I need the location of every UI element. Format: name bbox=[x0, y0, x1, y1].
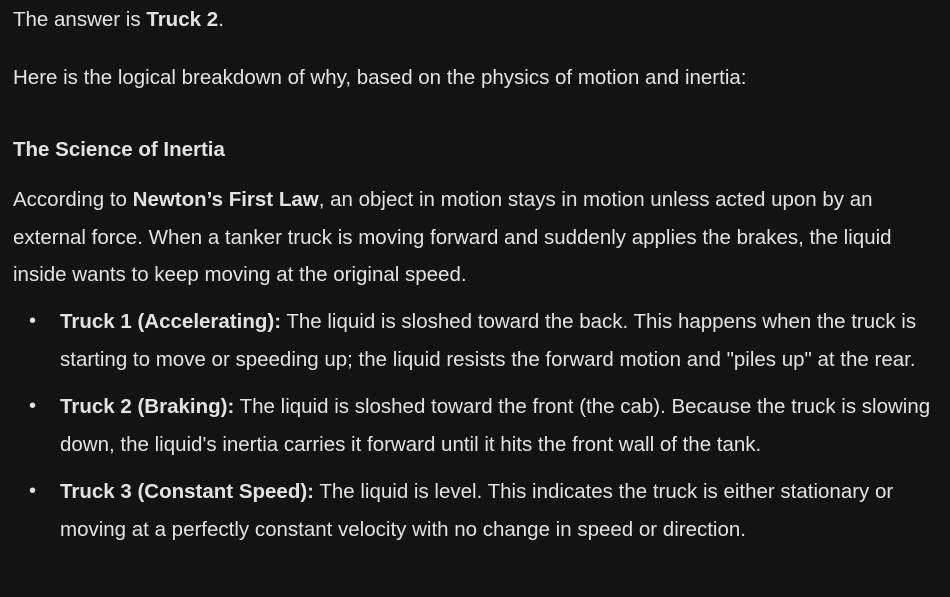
answer-bold: Truck 2 bbox=[146, 8, 219, 31]
paragraph-bold: Newton’s First Law bbox=[132, 188, 319, 211]
paragraph-prefix: According to bbox=[13, 188, 133, 211]
answer-prefix: The answer is bbox=[13, 8, 147, 31]
list-item-label: Truck 3 (Constant Speed): bbox=[60, 480, 315, 503]
bullet-icon: • bbox=[29, 310, 37, 332]
bullet-icon: • bbox=[29, 395, 37, 417]
list-item-label: Truck 1 (Accelerating): bbox=[60, 310, 282, 333]
list-item bbox=[13, 303, 943, 378]
paragraph-suffix: , an object in motion stays in motion unless acted upon by an external force. When a tanker truck is moving forward and suddenly applies the brakes, the liquid inside wants to keep moving at the original speed. bbox=[13, 188, 892, 286]
list-item bbox=[13, 388, 943, 463]
answer-line bbox=[13, 6, 224, 34]
list-item-text: The liquid is level. This indicates the truck is either stationary or moving at a perfectly constant velocity with no change in speed or direction. bbox=[60, 480, 894, 541]
intro-text: Here is the logical breakdown of why, based on the physics of motion and inertia: bbox=[13, 66, 747, 89]
list-item-text: The liquid is sloshed toward the back. This happens when the truck is starting to move or speeding up; the liquid resists the forward motion and "piles up" at the rear. bbox=[60, 310, 917, 371]
list-item-label: Truck 2 (Braking): bbox=[60, 395, 235, 418]
answer-suffix: . bbox=[218, 8, 224, 31]
section-heading: The Science of Inertia bbox=[13, 138, 225, 161]
truck-list bbox=[13, 303, 943, 558]
bullet-icon: • bbox=[29, 480, 37, 502]
explanation-paragraph bbox=[13, 181, 943, 294]
list-item bbox=[13, 473, 943, 548]
list-item-text: The liquid is sloshed toward the front (the cab). Because the truck is slowing down, the liquid's inertia carries it forward until it hits the front wall of the tank. bbox=[60, 395, 931, 456]
